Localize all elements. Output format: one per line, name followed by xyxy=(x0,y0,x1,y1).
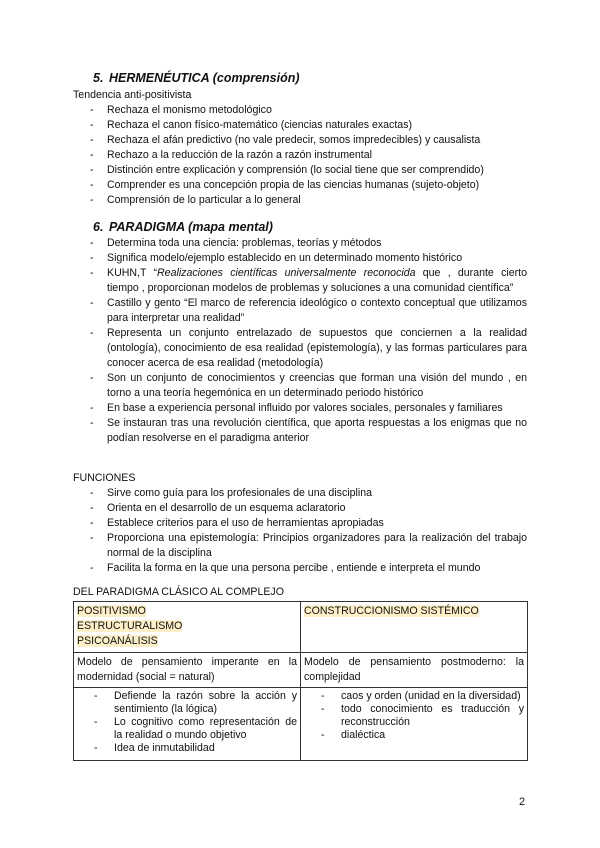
section-number: 5. xyxy=(93,71,104,85)
highlighted-label: POSITIVISMO xyxy=(77,605,146,617)
list-item: - Facilita la forma en la que una persona percibe , entiende e interpreta el mundo xyxy=(73,561,527,576)
list-item: - Rechaza el afán predictivo (no vale predecir, somos impredecibles) y causalista xyxy=(73,133,527,148)
list-item: - Sirve como guía para los profesionales de una disciplina xyxy=(73,486,527,501)
comparison-table xyxy=(73,601,528,761)
list-item: - dialéctica xyxy=(304,729,524,742)
list-item: - todo conocimiento es traducción y reconstrucción xyxy=(304,703,524,729)
highlighted-label: ESTRUCTURALISMO xyxy=(77,620,183,632)
list-item: - Comprensión de lo particular a lo general xyxy=(73,193,527,208)
list-item: - caos y orden (unidad en la diversidad) xyxy=(304,690,524,703)
table-cell: Modelo de pensamiento postmoderno: la complejidad xyxy=(301,653,528,688)
list-item: - Representa un conjunto entrelazado de supuestos que conciernen a la realidad (ontología), conocimiento de esa realidad (epistemología), y las formas particulares para conocer acerca de esa realidad (metodología) xyxy=(73,326,527,371)
section-funciones xyxy=(73,471,527,576)
table-cell xyxy=(301,602,528,653)
table-cell xyxy=(301,688,528,761)
list-item: - Establece criterios para el uso de herramientas apropiadas xyxy=(73,516,527,531)
section-title: HERMENÉUTICA (comprensión) xyxy=(109,71,300,85)
kuhn-prefix: KUHN,T “ xyxy=(107,267,158,279)
list-item: - En base a experiencia personal influido por valores sociales, personales y familiares xyxy=(73,401,527,416)
list-item: - Rechaza el monismo metodológico xyxy=(73,103,527,118)
page-number: 2 xyxy=(519,796,526,808)
bullet-list xyxy=(77,690,297,755)
list-item: - Orienta en el desarrollo de un esquema aclaratorio xyxy=(73,501,527,516)
kuhn-quote-rest: que , durante cierto tiempo , proporcionan modelos de problemas y soluciones a una comunidad científica” xyxy=(107,267,527,294)
list-item: - Castillo y gento “El marco de referencia ideológico o contexto conceptual que utilizamos para interpretar una realidad” xyxy=(73,296,527,326)
list-item: - Se instauran tras una revolución científica, que aporta respuestas a los enigmas que no podían resolverse en el paradigma anterior xyxy=(73,416,527,446)
highlighted-label: PSICOANÁLISIS xyxy=(77,635,158,647)
list-item: - Lo cognitivo como representación de la realidad o mundo objetivo xyxy=(77,716,297,742)
section-number: 6. xyxy=(93,220,104,234)
list-item: - Defiende la razón sobre la acción y sentimiento (la lógica) xyxy=(77,690,297,716)
table-row xyxy=(74,602,528,653)
table-cell xyxy=(74,602,301,653)
bullet-list xyxy=(73,103,527,208)
comparison-heading: DEL PARADIGMA CLÁSICO AL COMPLEJO xyxy=(73,586,284,598)
list-item: - Rechazo a la reducción de la razón a razón instrumental xyxy=(73,148,527,163)
list-item: - Comprender es una concepción propia de las ciencias humanas (sujeto-objeto) xyxy=(73,178,527,193)
list-item: - Idea de inmutabilidad xyxy=(77,742,297,755)
table-cell xyxy=(74,688,301,761)
list-item-kuhn xyxy=(73,266,527,296)
bullet-list xyxy=(73,236,527,446)
list-item: - Determina toda una ciencia: problemas, teorías y métodos xyxy=(73,236,527,251)
list-item: - Distinción entre explicación y comprensión (lo social tiene que ser comprendido) xyxy=(73,163,527,178)
table-row xyxy=(74,688,528,761)
section-title: PARADIGMA (mapa mental) xyxy=(109,220,273,234)
kuhn-quote-italic: Realizaciones científicas universalmente reconocida xyxy=(157,267,416,279)
section-heading xyxy=(73,71,527,86)
table-row xyxy=(74,653,528,688)
section-paradigma xyxy=(73,220,527,446)
section-heading xyxy=(73,220,527,235)
list-item: - Significa modelo/ejemplo establecido en un determinado momento histórico xyxy=(73,251,527,266)
list-item: - Son un conjunto de conocimientos y creencias que forman una visión del mundo , en torno a una teoría hegemónica en un determinado periodo histórico xyxy=(73,371,527,401)
list-item: - Proporciona una epistemología: Principios organizadores para la realización del trabajo normal de la disciplina xyxy=(73,531,527,561)
list-item: - Rechaza el canon físico-matemático (ciencias naturales exactas) xyxy=(73,118,527,133)
section-hermeneutica xyxy=(73,71,527,208)
bullet-list xyxy=(304,690,524,742)
highlighted-label: CONSTRUCCIONISMO SISTÉMICO xyxy=(304,605,479,617)
bullet-list xyxy=(73,486,527,576)
intro-text: Tendencia anti-positivista xyxy=(73,89,192,101)
funciones-heading: FUNCIONES xyxy=(73,472,136,484)
table-cell: Modelo de pensamiento imperante en la modernidad (social = natural) xyxy=(74,653,301,688)
